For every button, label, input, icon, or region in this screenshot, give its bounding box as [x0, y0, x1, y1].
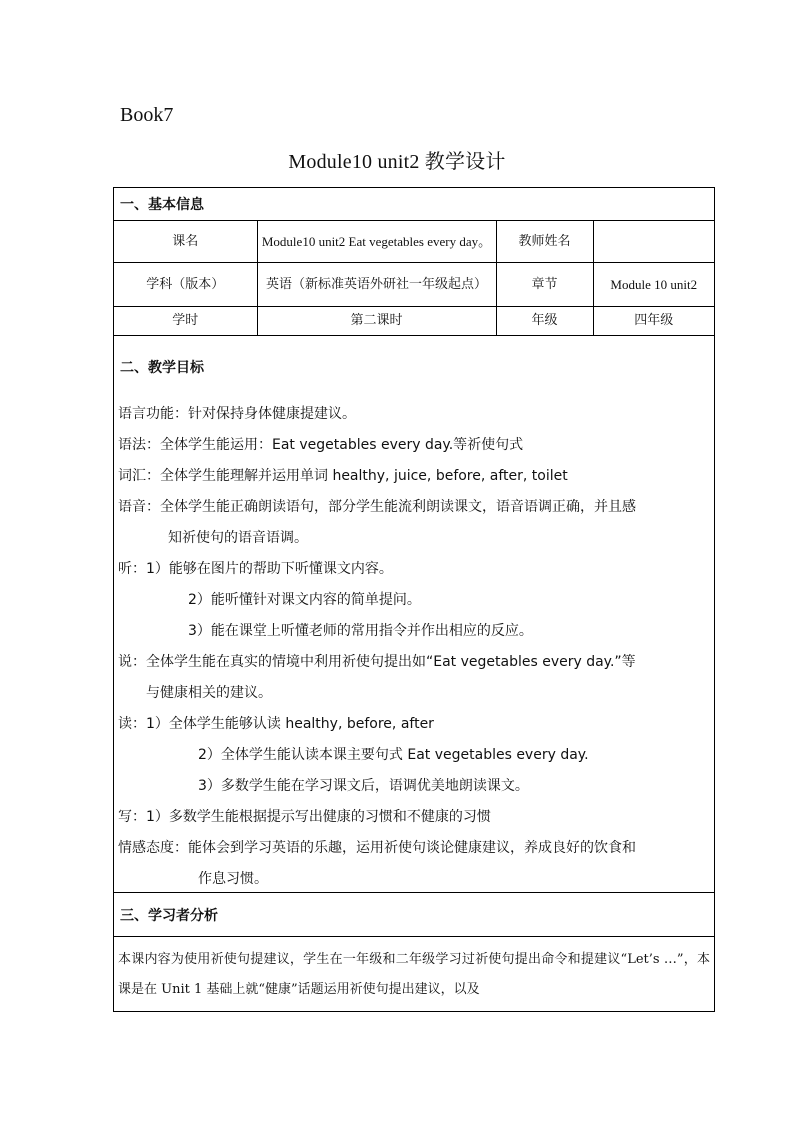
- table-row: [114, 263, 714, 307]
- cell-chapter: Module 10 unit2: [593, 263, 714, 307]
- goal-line: 与健康相关的建议。: [146, 685, 272, 701]
- document-title: Module10 unit2 教学设计: [288, 151, 506, 173]
- goal-line: 语言功能：针对保持身体健康提建议。: [118, 406, 356, 422]
- goal-line: 说：全体学生能在真实的情境中利用祈使句提出如“Eat vegetables every day.”等: [118, 654, 636, 670]
- goal-line: 2）全体学生能认读本课主要句式 Eat vegetables every day.: [198, 747, 589, 763]
- table-row: [114, 221, 714, 263]
- section-goals-heading: 二、教学目标: [120, 360, 204, 376]
- section-basic-info-heading: 一、基本信息: [114, 188, 714, 221]
- goal-line: 知祈使句的语音语调。: [168, 530, 308, 546]
- goal-line: 3）多数学生能在学习课文后，语调优美地朗读课文。: [198, 778, 529, 794]
- lesson-plan-table: [113, 187, 715, 1012]
- goal-line: 词汇：全体学生能理解并运用单词 healthy, juice, before, after, toilet: [118, 468, 568, 484]
- learner-analysis-text: 本课内容为使用祈使句提建议，学生在一年级和二年级学习过祈使句提出命令和提建议“Let’s …”，本课是在 Unit 1 基础上就“健康”话题运用祈使句提出建议，以及: [118, 952, 710, 997]
- goal-line: 语法：全体学生能运用：Eat vegetables every day.等祈使句式: [118, 437, 524, 453]
- goal-line: 作息习惯。: [198, 871, 268, 887]
- cell-label-teacher: 教师姓名: [496, 221, 593, 263]
- goal-line: 3）能在课堂上听懂老师的常用指令并作出相应的反应。: [188, 623, 533, 639]
- goal-line: 2）能听懂针对课文内容的简单提问。: [188, 592, 421, 608]
- cell-label-subject: 学科（版本）: [114, 263, 257, 307]
- goal-line: 读：1）全体学生能够认读 healthy, before, after: [118, 716, 434, 732]
- cell-teacher-name: [593, 221, 714, 263]
- cell-course-name: Module10 unit2 Eat vegetables every day。: [257, 221, 496, 263]
- cell-label-period: 学时: [114, 307, 257, 336]
- goal-line: 写：1）多数学生能根据提示写出健康的习惯和不健康的习惯: [118, 809, 491, 825]
- section-learner-analysis-heading: 三、学习者分析: [114, 893, 714, 937]
- table-row: [114, 307, 714, 336]
- basic-info-table: [114, 221, 714, 336]
- teaching-goals-section: [114, 336, 714, 893]
- cell-grade: 四年级: [593, 307, 714, 336]
- cell-subject-version: 英语（新标准英语外研社一年级起点）: [257, 263, 496, 307]
- cell-label-course: 课名: [114, 221, 257, 263]
- goal-line: 情感态度：能体会到学习英语的乐趣，运用祈使句谈论健康建议，养成良好的饮食和: [118, 840, 636, 856]
- cell-period: 第二课时: [257, 307, 496, 336]
- goal-line: 语音：全体学生能正确朗读语句，部分学生能流利朗读课文，语音语调正确，并且感: [118, 499, 636, 515]
- goal-line: 听：1）能够在图片的帮助下听懂课文内容。: [118, 561, 393, 577]
- cell-label-grade: 年级: [496, 307, 593, 336]
- cell-label-chapter: 章节: [496, 263, 593, 307]
- book-label: Book7: [120, 104, 174, 126]
